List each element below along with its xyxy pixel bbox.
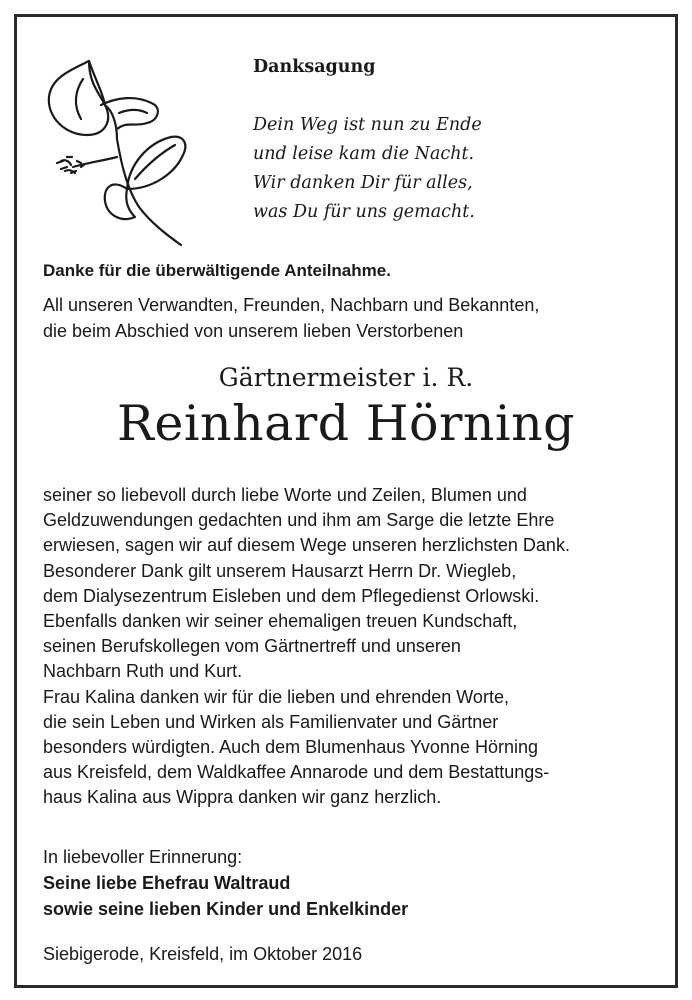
remembrance-line: In liebevoller Erinnerung: — [43, 847, 243, 867]
poem-line: und leise kam die Nacht. — [253, 144, 475, 164]
notice-frame — [14, 14, 678, 988]
signature-family: sowie seine lieben Kinder und Enkelkinder — [43, 899, 409, 919]
poem-line: was Du für uns gemacht. — [253, 202, 475, 222]
intro-line: All unseren Verwandten, Freunden, Nachbarn und Bekannten, — [43, 295, 540, 315]
deceased-name: Reinhard Hörning — [116, 395, 576, 452]
deceased-title: Gärtnermeister i. R. — [218, 363, 474, 392]
poem-line: Dein Weg ist nun zu Ende — [253, 115, 482, 135]
body-line: aus Kreisfeld, dem Waldkaffee Annarode und dem Bestattungs- — [43, 762, 550, 783]
body-line: dem Dialysezentrum Eisleben und dem Pflegedienst Orlowski. — [43, 585, 540, 606]
place-date: Siebigerode, Kreisfeld, im Oktober 2016 — [43, 944, 363, 964]
body-line: seiner so liebevoll durch liebe Worte und Zeilen, Blumen und — [43, 485, 527, 505]
intro-text — [43, 292, 673, 344]
body-line: erwiesen, sagen wir auf diesem Wege unseren herzlichsten Dank. — [43, 535, 570, 556]
body-line: die sein Leben und Wirken als Familienvater und Gärtner — [43, 711, 499, 732]
poem-line: Wir danken Dir für alles, — [253, 173, 473, 193]
body-line: Geldzuwendungen gedachten und ihm am Sarge die letzte Ehre — [43, 510, 555, 531]
body-line: Frau Kalina danken wir für die lieben und ehrenden Worte, — [43, 686, 509, 707]
body-text — [43, 483, 673, 811]
body-line: seinen Berufskollegen vom Gärtnertreff und unseren — [43, 636, 461, 657]
intro-line: die beim Abschied von unserem lieben Verstorbenen — [43, 321, 464, 341]
body-line: Besonderer Dank gilt unserem Hausarzt Herrn Dr. Wiegleb, — [43, 560, 517, 581]
body-line: Nachbarn Ruth und Kurt. — [43, 661, 243, 682]
heading: Danksagung — [253, 57, 376, 77]
poem — [253, 111, 553, 227]
signature-wife: Seine liebe Ehefrau Waltraud — [43, 873, 291, 893]
body-line: besonders würdigten. Auch dem Blumenhaus Yvonne Hörning — [43, 737, 538, 758]
closing — [43, 844, 673, 922]
body-line: haus Kalina aus Wippra danken wir ganz herzlich. — [43, 787, 442, 808]
body-line: Ebenfalls danken wir seiner ehemaligen treuen Kundschaft, — [43, 611, 518, 632]
calla-lily-icon — [43, 39, 203, 254]
thanks-line: Danke für die überwältigende Anteilnahme. — [43, 261, 391, 280]
